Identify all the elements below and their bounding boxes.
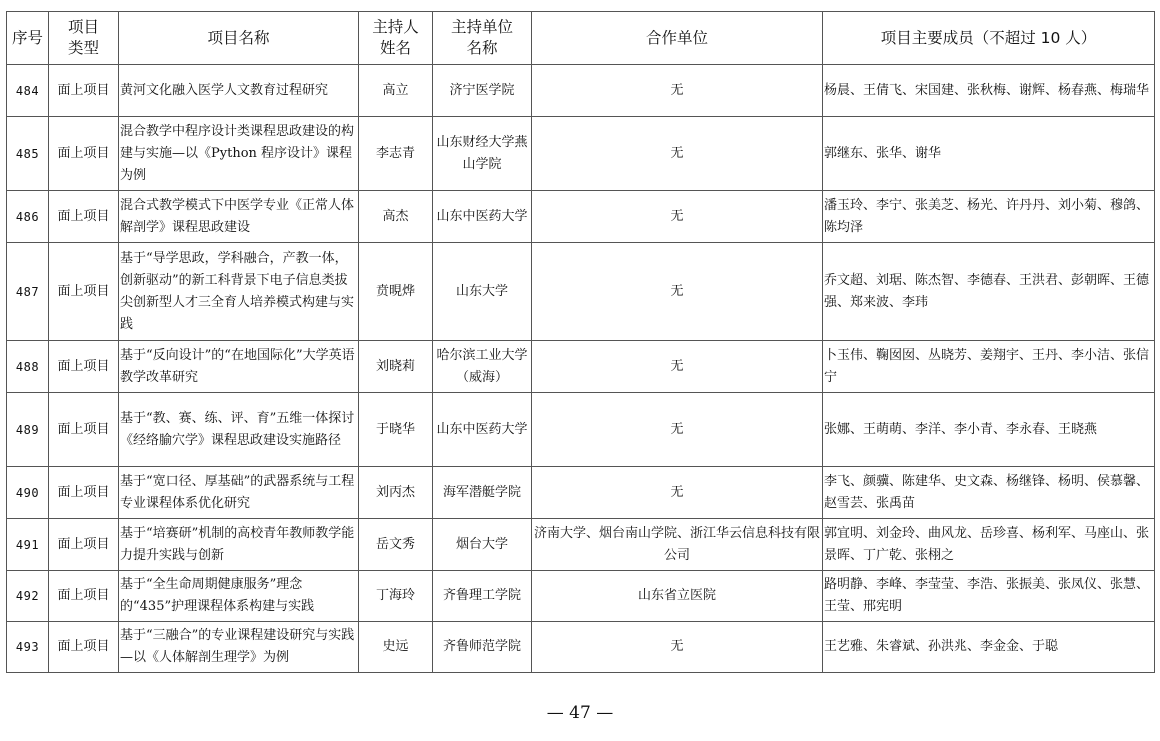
table-row bbox=[7, 519, 1155, 571]
cell-project-name: 混合式教学模式下中医学专业《正常人体解剖学》课程思政建设 bbox=[119, 191, 359, 243]
cell-host: 刘晓莉 bbox=[359, 341, 433, 393]
cell-no: 488 bbox=[7, 341, 49, 393]
cell-host: 刘丙杰 bbox=[359, 467, 433, 519]
header-unit: 主持单位 名称 bbox=[433, 12, 532, 65]
cell-project-name: 基于“反向设计”的“在地国际化”大学英语教学改革研究 bbox=[119, 341, 359, 393]
cell-members: 卜玉伟、鞠囡囡、丛晓芳、姜翔宇、王丹、李小洁、张信宁 bbox=[823, 341, 1155, 393]
table-row bbox=[7, 571, 1155, 622]
cell-members: 李飞、颜骥、陈建华、史文森、杨继锋、杨明、侯慕馨、赵雪芸、张禹苗 bbox=[823, 467, 1155, 519]
header-host: 主持人 姓名 bbox=[359, 12, 433, 65]
cell-unit: 齐鲁师范学院 bbox=[433, 622, 532, 673]
cell-type: 面上项目 bbox=[49, 519, 119, 571]
cell-project-name: 混合教学中程序设计类课程思政建设的构建与实施—以《Python 程序设计》课程为例 bbox=[119, 117, 359, 191]
cell-members: 王艺雅、朱睿斌、孙洪兆、李金金、于聪 bbox=[823, 622, 1155, 673]
cell-host: 贲晛烨 bbox=[359, 243, 433, 341]
cell-unit: 哈尔滨工业大学（威海） bbox=[433, 341, 532, 393]
cell-type: 面上项目 bbox=[49, 393, 119, 467]
cell-project-name: 基于“导学思政，学科融合，产教一体，创新驱动”的新工科背景下电子信息类拔尖创新型人才三全育人培养模式构建与实践 bbox=[119, 243, 359, 341]
cell-members: 郭继东、张华、谢华 bbox=[823, 117, 1155, 191]
table-header-row bbox=[7, 12, 1155, 65]
cell-partner: 无 bbox=[532, 341, 823, 393]
cell-host: 李志青 bbox=[359, 117, 433, 191]
cell-type: 面上项目 bbox=[49, 243, 119, 341]
header-type: 项目 类型 bbox=[49, 12, 119, 65]
cell-no: 493 bbox=[7, 622, 49, 673]
cell-project-name: 基于“教、赛、练、评、育”五维一体探讨《经络腧穴学》课程思政建设实施路径 bbox=[119, 393, 359, 467]
cell-members: 潘玉玲、李宁、张美芝、杨光、许丹丹、刘小菊、穆鸽、陈均泽 bbox=[823, 191, 1155, 243]
cell-partner: 无 bbox=[532, 622, 823, 673]
cell-unit: 烟台大学 bbox=[433, 519, 532, 571]
cell-members: 郭宜明、刘金玲、曲风龙、岳珍喜、杨利军、马座山、张景晖、丁广乾、张栩之 bbox=[823, 519, 1155, 571]
cell-host: 于晓华 bbox=[359, 393, 433, 467]
table-row bbox=[7, 191, 1155, 243]
cell-type: 面上项目 bbox=[49, 191, 119, 243]
cell-members: 乔文超、刘琚、陈杰智、李德春、王洪君、彭朝晖、王德强、郑来波、李玮 bbox=[823, 243, 1155, 341]
table-row bbox=[7, 341, 1155, 393]
cell-members: 杨晨、王倩飞、宋国建、张秋梅、谢辉、杨春燕、梅瑞华 bbox=[823, 65, 1155, 117]
cell-project-name: 基于“宽口径、厚基础”的武器系统与工程专业课程体系优化研究 bbox=[119, 467, 359, 519]
project-table bbox=[6, 11, 1155, 673]
cell-partner: 无 bbox=[532, 243, 823, 341]
cell-unit: 山东中医药大学 bbox=[433, 393, 532, 467]
cell-unit: 齐鲁理工学院 bbox=[433, 571, 532, 622]
cell-host: 史远 bbox=[359, 622, 433, 673]
cell-project-name: 基于“全生命周期健康服务”理念的“435”护理课程体系构建与实践 bbox=[119, 571, 359, 622]
cell-partner: 无 bbox=[532, 467, 823, 519]
cell-type: 面上项目 bbox=[49, 117, 119, 191]
cell-type: 面上项目 bbox=[49, 467, 119, 519]
table-row bbox=[7, 622, 1155, 673]
cell-project-name: 黄河文化融入医学人文教育过程研究 bbox=[119, 65, 359, 117]
cell-host: 丁海玲 bbox=[359, 571, 433, 622]
cell-no: 484 bbox=[7, 65, 49, 117]
cell-unit: 山东财经大学燕山学院 bbox=[433, 117, 532, 191]
cell-no: 486 bbox=[7, 191, 49, 243]
cell-members: 路明静、李峰、李莹莹、李浩、张振美、张凤仪、张慧、王莹、邢宪明 bbox=[823, 571, 1155, 622]
table-row bbox=[7, 117, 1155, 191]
cell-no: 492 bbox=[7, 571, 49, 622]
table-row bbox=[7, 243, 1155, 341]
header-partner: 合作单位 bbox=[532, 12, 823, 65]
cell-unit: 山东中医药大学 bbox=[433, 191, 532, 243]
cell-host: 高立 bbox=[359, 65, 433, 117]
cell-no: 490 bbox=[7, 467, 49, 519]
cell-type: 面上项目 bbox=[49, 571, 119, 622]
cell-unit: 海军潜艇学院 bbox=[433, 467, 532, 519]
table-row bbox=[7, 65, 1155, 117]
project-table-container bbox=[6, 11, 1154, 673]
cell-no: 489 bbox=[7, 393, 49, 467]
cell-project-name: 基于“三融合”的专业课程建设研究与实践—以《人体解剖生理学》为例 bbox=[119, 622, 359, 673]
table-row bbox=[7, 393, 1155, 467]
cell-type: 面上项目 bbox=[49, 65, 119, 117]
cell-partner: 无 bbox=[532, 65, 823, 117]
cell-unit: 山东大学 bbox=[433, 243, 532, 341]
cell-type: 面上项目 bbox=[49, 341, 119, 393]
table-row bbox=[7, 467, 1155, 519]
cell-host: 高杰 bbox=[359, 191, 433, 243]
header-members: 项目主要成员（不超过 10 人） bbox=[823, 12, 1155, 65]
cell-unit: 济宁医学院 bbox=[433, 65, 532, 117]
cell-partner: 济南大学、烟台南山学院、浙江华云信息科技有限公司 bbox=[532, 519, 823, 571]
header-no: 序号 bbox=[7, 12, 49, 65]
page-number: — 47 — bbox=[546, 703, 614, 723]
table-body bbox=[7, 65, 1155, 673]
header-name: 项目名称 bbox=[119, 12, 359, 65]
cell-host: 岳文秀 bbox=[359, 519, 433, 571]
cell-no: 491 bbox=[7, 519, 49, 571]
cell-project-name: 基于“培赛研”机制的高校青年教师教学能力提升实践与创新 bbox=[119, 519, 359, 571]
cell-members: 张娜、王萌萌、李洋、李小青、李永春、王晓燕 bbox=[823, 393, 1155, 467]
cell-partner: 无 bbox=[532, 117, 823, 191]
cell-no: 487 bbox=[7, 243, 49, 341]
cell-partner: 无 bbox=[532, 393, 823, 467]
cell-partner: 山东省立医院 bbox=[532, 571, 823, 622]
cell-no: 485 bbox=[7, 117, 49, 191]
cell-partner: 无 bbox=[532, 191, 823, 243]
cell-type: 面上项目 bbox=[49, 622, 119, 673]
